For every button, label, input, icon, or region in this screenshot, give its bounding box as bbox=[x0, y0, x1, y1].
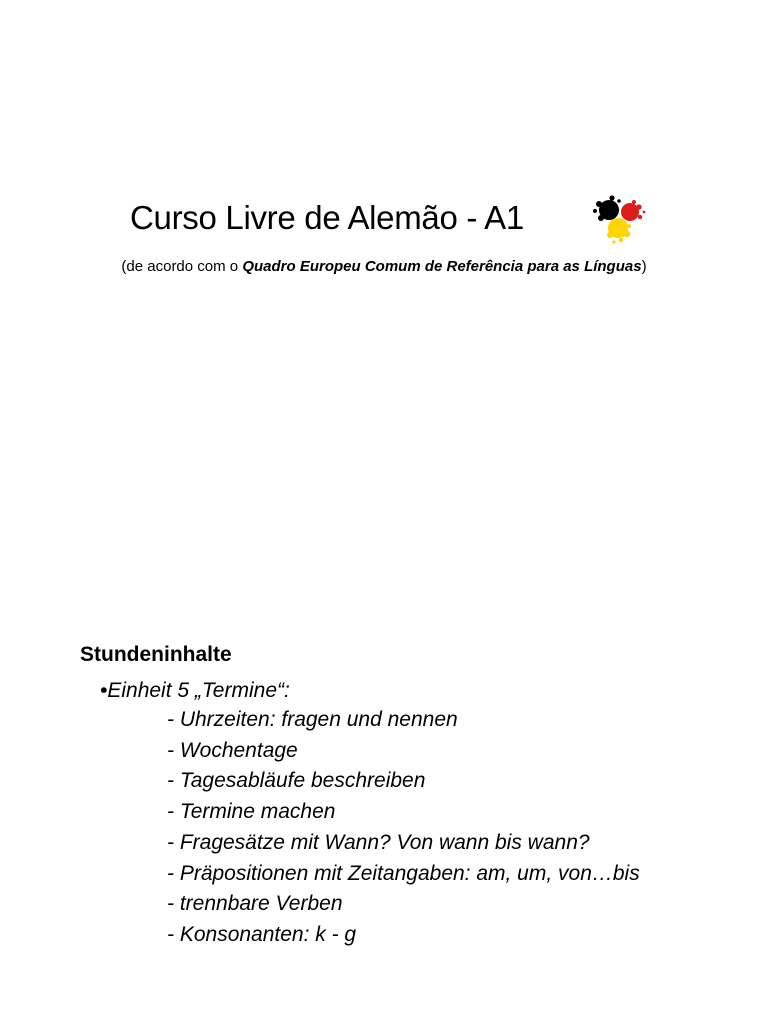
topic-item: - Wochentage bbox=[167, 738, 298, 762]
topic-item: - Uhrzeiten: fragen und nennen bbox=[167, 708, 458, 731]
title-row bbox=[0, 192, 768, 244]
topic-item: - Tagesabläufe beschreiben bbox=[167, 769, 426, 793]
black-splat bbox=[593, 195, 621, 221]
topic-item: - Konsonanten: k - g bbox=[167, 922, 357, 946]
subtitle-prefix: (de acordo com o bbox=[121, 258, 243, 275]
page-subtitle bbox=[0, 256, 768, 278]
topic-item: - Präpositionen mit Zeitangaben: am, um, von…bis bbox=[167, 861, 640, 885]
subtitle-suffix: ) bbox=[641, 258, 647, 275]
topic-list bbox=[167, 705, 640, 951]
red-splat bbox=[621, 200, 645, 221]
topic-item: - Fragesätze mit Wann? Von wann bis wann? bbox=[167, 830, 590, 854]
unit-line: •Einheit 5 „Termine“: bbox=[100, 679, 290, 702]
yellow-splat bbox=[607, 218, 631, 244]
section-heading: Stundeninhalte bbox=[80, 643, 232, 666]
page-title: Curso Livre de Alemão - A1 bbox=[130, 199, 524, 236]
german-flag-splash-icon bbox=[588, 190, 648, 246]
topic-item: - Termine machen bbox=[167, 800, 336, 824]
topic-item: - trennbare Verben bbox=[167, 892, 343, 916]
subtitle-emphasis: Quadro Europeu Comum de Referência para as Línguas bbox=[242, 258, 642, 275]
